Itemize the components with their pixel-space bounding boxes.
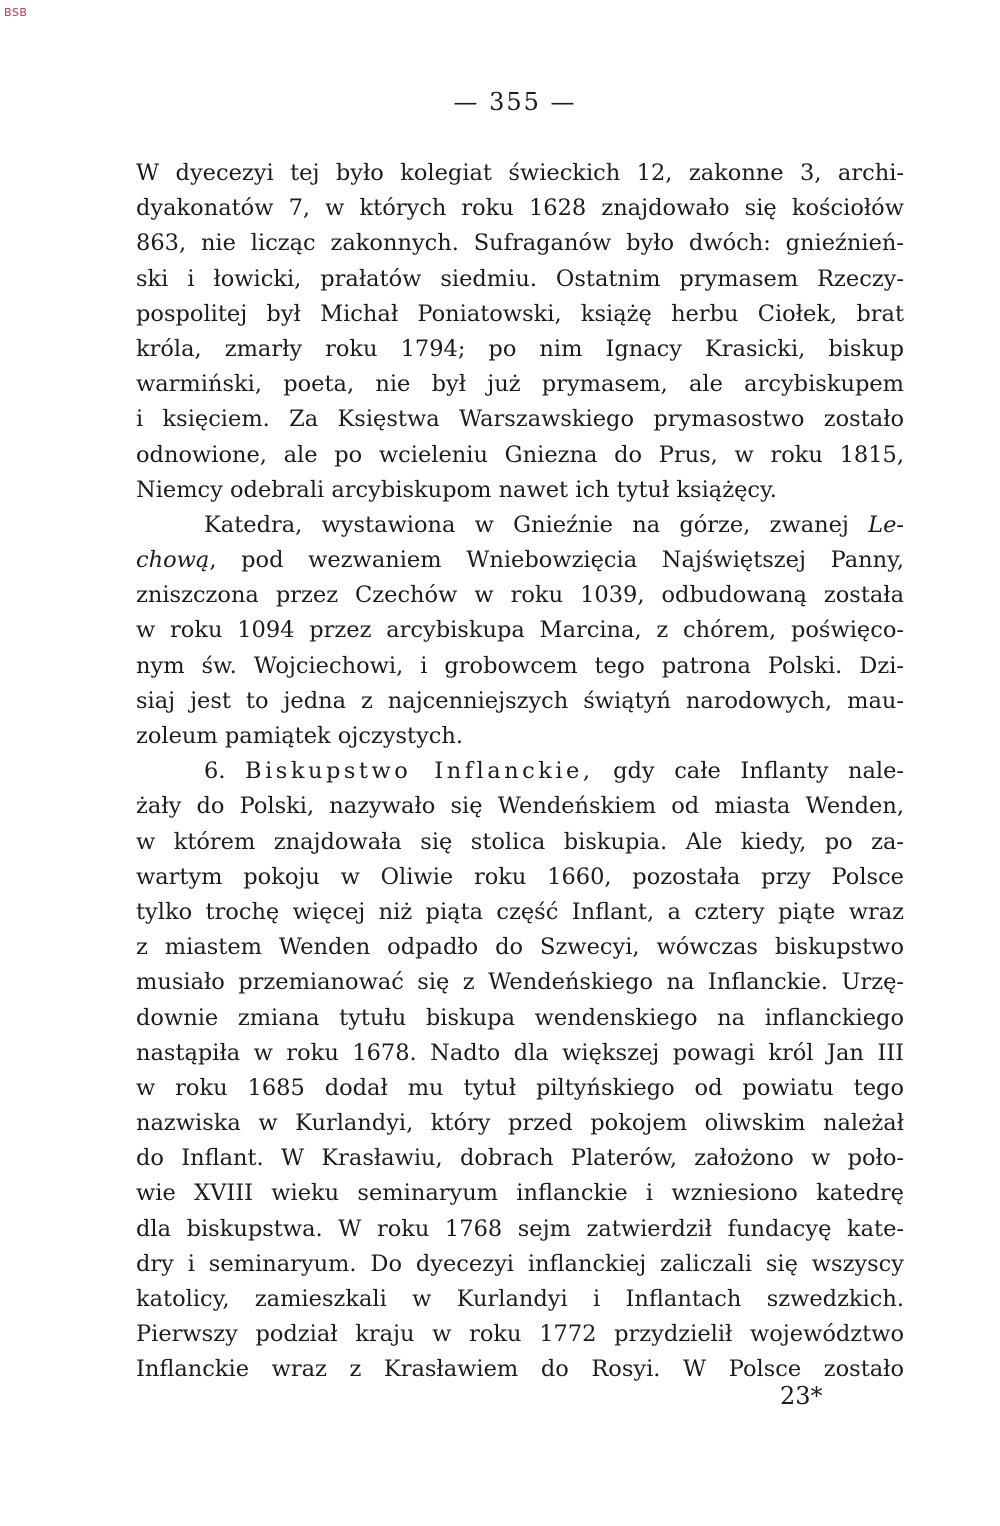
text-line: W dyecezyi tej było kolegiat świeckich 12, zakonne 3, archi- [136, 160, 904, 186]
section-number: 6. [204, 758, 226, 785]
text-run: Katedra, wystawiona w Gnieźnie na górze, zwanej [204, 511, 849, 538]
text-line [136, 754, 904, 789]
text-line: musiało przemianować się z Wendeńskiego na Inflanckie. Urzę- [136, 969, 904, 996]
text-line: dla biskupstwa. W roku 1768 sejm zatwierdził fundacyę kate- [136, 1215, 904, 1242]
body-text [136, 156, 904, 1388]
text-line: 863, nie licząc zakonnych. Sufraganów było dwóch: gnieźnień- [136, 230, 904, 257]
text-line: Pierwszy podział kraju w roku 1772 przydzielił województwo [136, 1321, 904, 1348]
text-line: wie XVIII wieku seminaryum inflanckie i wzniesiono katedrę [136, 1180, 904, 1207]
section-heading: Biskupstwo Inflanckie, [245, 758, 594, 785]
text-line: katolicy, zamieszkali w Kurlandyi i Inflantach szwedzkich. [136, 1286, 904, 1312]
text-line: Niemcy odebrali arcybiskupom nawet ich tytuł książęcy. [136, 476, 777, 503]
text-line: dyakonatów 7, w których roku 1628 znajdowało się kościołów [136, 195, 904, 222]
text-line: zoleum pamiątek ojczystych. [136, 723, 464, 749]
text-line: w roku 1685 dodał mu tytuł piltyńskiego od powiatu tego [136, 1074, 904, 1101]
text-run: gdy całe Inflanty nale- [613, 758, 905, 785]
text-line: w roku 1094 przez arcybiskupa Marcina, z chórem, poświęco- [136, 617, 904, 644]
text-line: downie zmiana tytułu biskupa wendenskiego na inflanckiego [136, 1004, 904, 1031]
italic-term: chową [136, 547, 210, 574]
text-run: , pod wezwaniem Wniebowzięcia Najświętszej Panny, [209, 547, 904, 574]
text-line: wartym pokoju w Oliwie roku 1660, pozostała przy Polsce [136, 863, 904, 890]
text-line: zniszczona przez Czechów w roku 1039, odbudowaną została [136, 582, 904, 609]
text-line: warmiński, poeta, nie był już prymasem, ale arcybiskupem [136, 371, 904, 398]
text-line: nazwiska w Kurlandyi, który przed pokojem oliwskim należał [136, 1110, 904, 1137]
text-line: nastąpiła w roku 1678. Nadto dla większej powagi król Jan III [136, 1039, 904, 1066]
text-line: w którem znajdowała się stolica biskupia. Ale kiedy, po za- [136, 828, 904, 855]
text-line: z miastem Wenden odpadło do Szwecyi, wówczas biskupstwo [136, 934, 904, 961]
text-line: odnowione, ale po wcieleniu Gniezna do Prus, w roku 1815, [136, 441, 904, 468]
text-line: siaj jest to jedna z najcenniejszych świątyń narodowych, mau- [136, 687, 904, 714]
text-line [136, 508, 904, 543]
text-line: pospolitej był Michał Poniatowski, książę herbu Ciołek, brat [136, 300, 904, 327]
text-line: i księciem. Za Księstwa Warszawskiego prymasostwo zostało [136, 406, 904, 433]
text-line: króla, zmarły roku 1794; po nim Ignacy Krasicki, biskup [136, 335, 904, 362]
printer-signature-mark: 23* [780, 1382, 823, 1410]
text-line: ski i łowicki, prałatów siedmiu. Ostatnim prymasem Rzeczy- [136, 265, 904, 292]
library-stamp: BSB [4, 6, 28, 19]
text-line: dry i seminaryum. Do dyecezyi inflanckiej zaliczali się wszyscy [136, 1250, 904, 1277]
text-line: Inflanckie wraz z Krasławiem do Rosyi. W Polsce zostało [136, 1356, 904, 1383]
text-line: do Inflant. W Krasławiu, dobrach Platerów, założono w poło- [136, 1145, 904, 1172]
page-number-header: — 355 — [453, 88, 577, 116]
text-line [136, 543, 904, 578]
italic-term: Le- [868, 511, 904, 538]
text-line: nym św. Wojciechowi, i grobowcem tego patrona Polski. Dzi- [136, 652, 904, 679]
text-line: żały do Polski, nazywało się Wendeńskiem od miasta Wenden, [136, 793, 904, 820]
text-line: tylko trochę więcej niż piąta część Inflant, a cztery piąte wraz [136, 898, 904, 925]
